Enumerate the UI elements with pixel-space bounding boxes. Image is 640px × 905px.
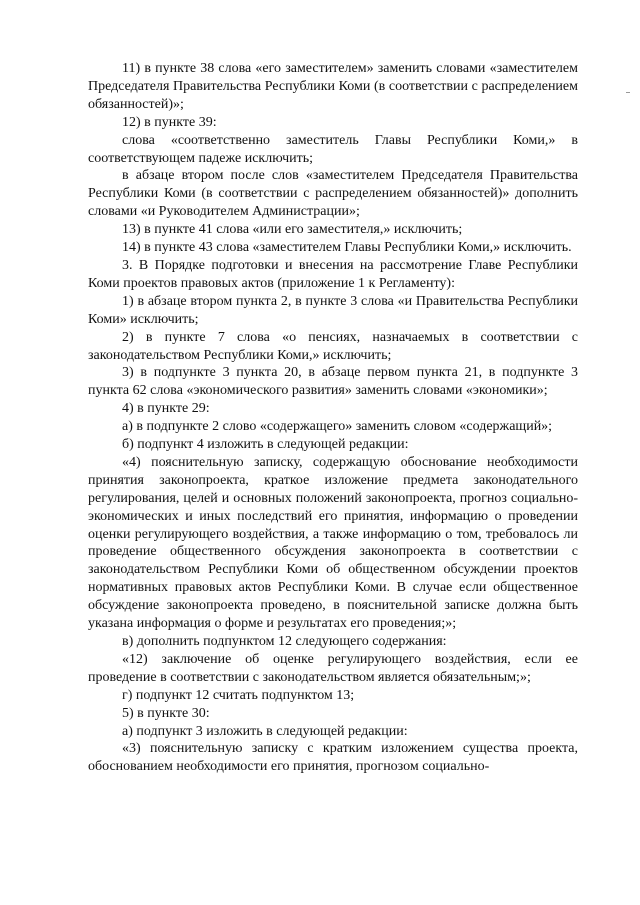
paragraph: слова «соответственно заместитель Главы Республики Коми,» в соответствующем падеже исключить; <box>88 132 578 166</box>
paragraph: 1) в абзаце втором пункта 2, в пункте 3 слова «и Правительства Республики Коми» исключить; <box>88 293 578 327</box>
paragraph: 4) в пункте 29: <box>122 401 210 417</box>
paragraph: 3. В Порядке подготовки и внесения на рассмотрение Главе Республики Коми проектов правовых актов (приложение 1 к Регламенту): <box>88 257 578 291</box>
paragraph: а) в подпункте 2 слово «содержащего» заменить словом «содержащий»; <box>122 419 553 435</box>
paragraph: 14) в пункте 43 слова «заместителем Главы Республики Коми,» исключить. <box>122 240 572 256</box>
paragraph: «4) пояснительную записку, содержащую обоснование необходимости принятия законопроекта, краткое изложение предмета законодательного регулирования, целей и основных положений законопроекта, прогноз социально-экономических и иных последствий его принятия, информацию о проведении оценки регулирующего воздействия, а также информацию о том, требовалось ли проведение общественного обсуждения законопроекта в соответствии с законодательством Республики Коми об общественном обсуждении проектов нормативных правовых актов Республики Коми. В случае если общественное обсуждение законопроекта проведено, в пояснительной записке должна быть указана информация о форме и результатах его проведения;»; <box>88 454 578 632</box>
paragraph: 13) в пункте 41 слова «или его заместителя,» исключить; <box>122 222 463 238</box>
paragraph: 3) в подпункте 3 пункта 20, в абзаце первом пункта 21, в подпункте 3 пункта 62 слова «экономического развития» заменить словами «экономики»; <box>88 365 578 399</box>
paragraph: 11) в пункте 38 слова «его заместителем» заменить словами «заместителем Председателя Правительства Республики Коми (в соответствии с распределением обязанностей)»; <box>88 61 578 112</box>
paragraph: б) подпункт 4 изложить в следующей редакции: <box>122 437 409 453</box>
paragraph: 12) в пункте 39: <box>122 114 217 130</box>
document-body <box>88 60 578 776</box>
paragraph: а) подпункт 3 изложить в следующей редакции: <box>122 723 408 739</box>
paragraph: в) дополнить подпунктом 12 следующего содержания: <box>122 634 447 649</box>
paragraph: г) подпункт 12 считать подпунктом 13; <box>122 687 355 703</box>
paragraph: 2) в пункте 7 слова «о пенсиях, назначаемых в соответствии с законодательством Республики Коми,» исключить; <box>88 329 578 363</box>
paragraph: «3) пояснительную записку с кратким изложением существа проекта, обоснованием необходимости его принятия, прогнозом социально- <box>88 741 578 775</box>
paragraph: в абзаце втором после слов «заместителем Председателя Правительства Республики Коми (в соответствии с распределением обязанностей)» дополнить словами «и Руководителем Администрации»; <box>88 168 578 220</box>
paragraph: «12) заключение об оценке регулирующего воздействия, если ее проведение в соответствии с законодательством является обязательным;»; <box>88 651 578 685</box>
scan-mark <box>626 92 630 93</box>
paragraph: 5) в пункте 30: <box>122 705 210 721</box>
